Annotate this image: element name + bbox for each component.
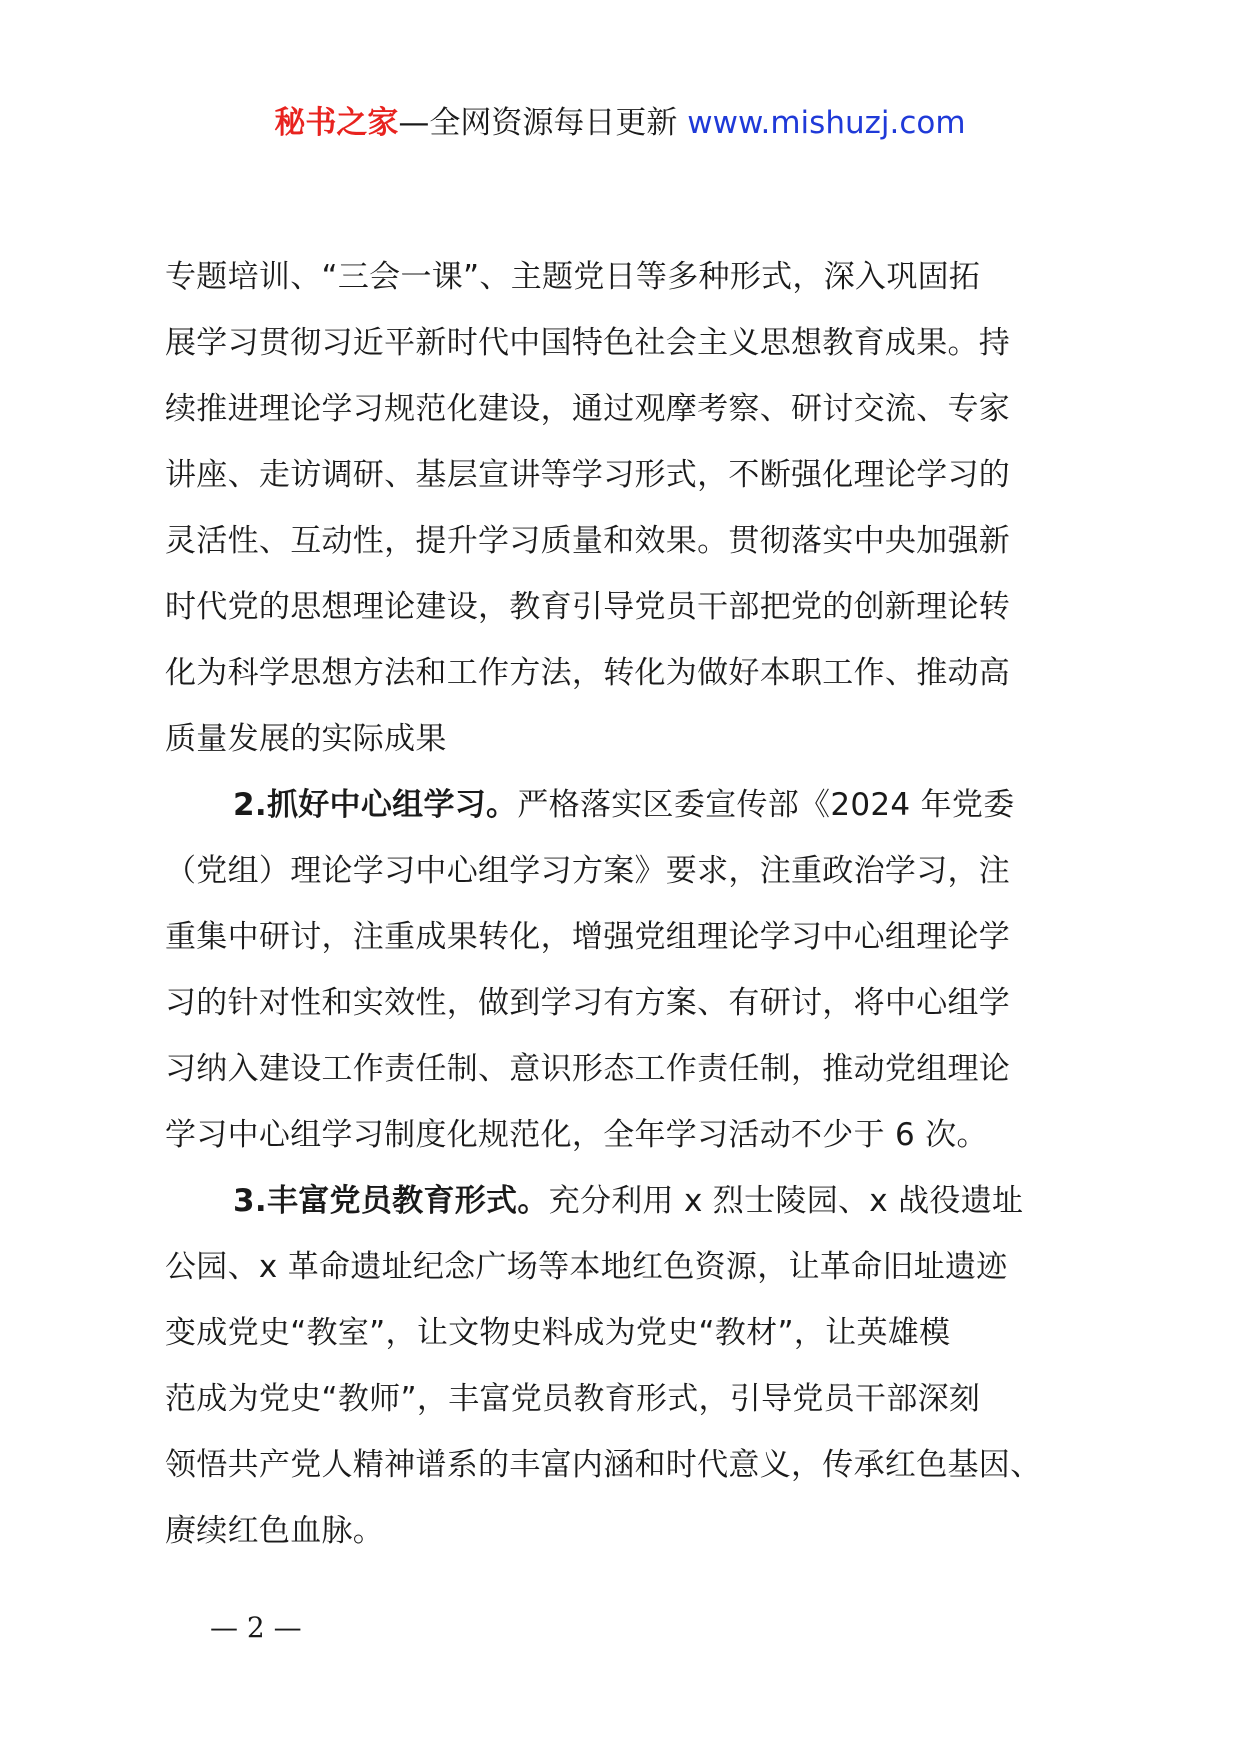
text-line: 灵活性、互动性，提升学习质量和效果。贯彻落实中央加强新 <box>165 523 1011 559</box>
text-line: 重集中研讨，注重成果转化，增强党组理论学习中心组理论学 <box>165 919 1011 955</box>
brand-name: 秘书之家 <box>274 105 399 141</box>
section-heading: 2.抓好中心组学习。 <box>233 787 518 823</box>
text-line: 范成为党史“教师”，丰富党员教育形式，引导党员干部深刻 <box>165 1381 981 1417</box>
text-line: 续推进理论学习规范化建设，通过观摩考察、研讨交流、专家 <box>165 391 1011 427</box>
paragraph-3 <box>165 1168 1095 1564</box>
text-line: 化为科学思想方法和工作方法，转化为做好本职工作、推动高 <box>165 655 1011 691</box>
paragraph-2 <box>165 772 1095 1168</box>
text-line: 展学习贯彻习近平新时代中国特色社会主义思想教育成果。持 <box>165 325 1011 361</box>
text-line: 变成党史“教室”，让文物史料成为党史“教材”，让英雄模 <box>165 1315 951 1351</box>
text-line: 领悟共产党人精神谱系的丰富内涵和时代意义，传承红色基因、 <box>165 1447 1042 1483</box>
text-run: 严格落实区委宣传部《2024 年党委 <box>517 787 1015 823</box>
text-line: 专题培训、“三会一课”、主题党日等多种形式，深入巩固拓 <box>165 259 981 295</box>
text-line: 习纳入建设工作责任制、意识形态工作责任制，推动党组理论 <box>165 1051 1011 1087</box>
text-line: 讲座、走访调研、基层宣讲等学习形式，不断强化理论学习的 <box>165 457 1011 493</box>
text-run: 充分利用 x 烈士陵园、x 战役遗址 <box>548 1183 1024 1219</box>
text-line: 质量发展的实际成果 <box>165 721 447 757</box>
text-line-first <box>165 772 1095 838</box>
document-body <box>165 244 1095 1564</box>
header-tagline: —全网资源每日更新 <box>398 105 678 141</box>
text-line: 时代党的思想理论建设，教育引导党员干部把党的创新理论转 <box>165 589 1011 625</box>
text-line: 公园、x 革命遗址纪念广场等本地红色资源，让革命旧址遗迹 <box>165 1249 1008 1285</box>
text-line: （党组）理论学习中心组学习方案》要求，注重政治学习，注 <box>165 853 1011 889</box>
site-url[interactable]: www.mishuzj.com <box>687 105 966 141</box>
paragraph-1 <box>165 244 1095 772</box>
section-heading: 3.丰富党员教育形式。 <box>233 1183 549 1219</box>
text-line-first <box>165 1168 1095 1234</box>
text-line: 学习中心组学习制度化规范化，全年学习活动不少于 6 次。 <box>165 1117 988 1153</box>
site-header <box>0 100 1240 146</box>
text-line: 习的针对性和实效性，做到学习有方案、有研讨，将中心组学 <box>165 985 1011 1021</box>
page-number: — 2 — <box>210 1611 302 1644</box>
text-line: 赓续红色血脉。 <box>165 1513 385 1549</box>
